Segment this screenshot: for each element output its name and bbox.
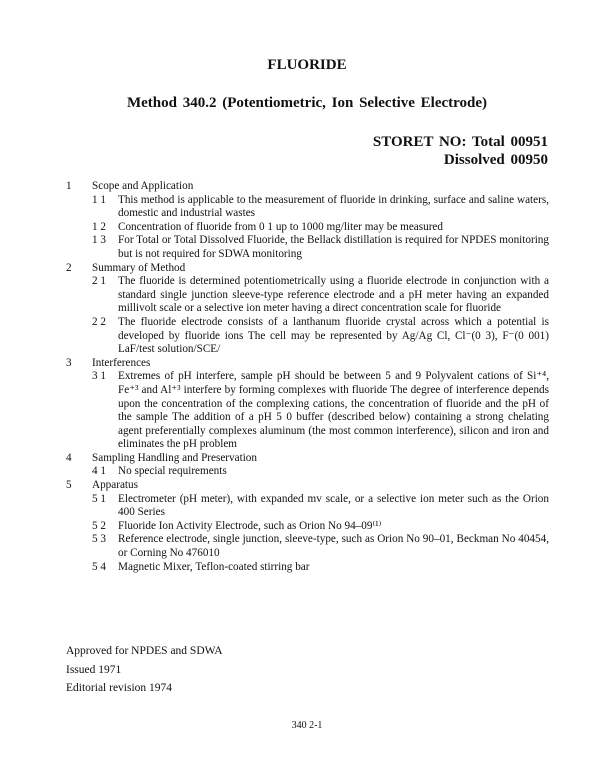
- section-heading: Interferences: [92, 356, 151, 369]
- section-heading: Sampling Handling and Preservation: [92, 451, 257, 464]
- item-number: 2 2: [92, 315, 106, 328]
- section-item: [92, 221, 549, 235]
- revision-text: Editorial revision 1974: [66, 682, 173, 694]
- section-item: [92, 275, 549, 316]
- item-number: 5 4: [92, 560, 106, 573]
- section-item: [92, 533, 549, 560]
- section-item: [92, 465, 549, 479]
- item-text: Electrometer (pH meter), with expanded mv scale, or a selective ion meter such as the Orion 400 Series: [118, 492, 549, 519]
- item-text: This method is applicable to the measurement of fluoride in drinking, surface and saline waters, domestic and industrial wastes: [118, 193, 549, 220]
- section-item: [92, 520, 549, 534]
- item-text: Reference electrode, single junction, sleeve-type, such as Orion No 90–01, Beckman No 40454, or Corning No 476010: [118, 533, 549, 560]
- item-number: 3 1: [92, 370, 106, 383]
- storet-dissolved: Dissolved 00950: [443, 152, 548, 168]
- item-number: 1 1: [92, 193, 106, 206]
- item-number: 2 1: [92, 275, 106, 288]
- item-text: No special requirements: [118, 465, 227, 478]
- section-item: [92, 234, 549, 261]
- item-text: Extremes of pH interfere, sample pH should be between 5 and 9 Polyvalent cations of Si⁺⁴, Fe⁺³ and Al⁺³ interfere by forming complexes with fluoride The degree of interference depends upon the concentration of the complexing cations, the concentration of fluoride and the pH of the sample The addition of a pH 5 0 buffer (described below) containing a strong chelating agent preferentially complexes aluminum (the most common interference), silicon and iron and eliminates the pH problem: [118, 370, 549, 451]
- item-number: 5 2: [92, 519, 106, 532]
- section-heading: Apparatus: [92, 479, 138, 492]
- approved-text: Approved for NPDES and SDWA: [66, 645, 223, 657]
- document-body: [66, 180, 549, 574]
- storet-numbers: [373, 133, 548, 169]
- item-text: The fluoride electrode consists of a lanthanum fluoride crystal across which a potential is developed by fluoride ions The cell may be represented by Ag/Ag Cl, Cl⁻(0 3), F⁻(0 001) LaF/test solution/SCE/: [118, 315, 549, 356]
- item-text: Magnetic Mixer, Teflon-coated stirring bar: [118, 560, 310, 573]
- document-title: FLUORIDE: [267, 57, 347, 73]
- method-title: Method 340.2 (Potentiometric, Ion Selective Electrode): [126, 95, 488, 111]
- approval-footer: [66, 642, 223, 698]
- page-number: 340 2-1: [291, 720, 323, 731]
- section: [66, 262, 549, 357]
- section-number: 4: [66, 451, 72, 464]
- item-text: Concentration of fluoride from 0 1 up to 1000 mg/liter may be measured: [118, 220, 443, 233]
- item-number: 4 1: [92, 465, 106, 478]
- section-heading: Scope and Application: [92, 180, 194, 192]
- storet-total: STORET NO: Total 00951: [372, 134, 548, 150]
- section: [66, 479, 549, 574]
- section-item: [92, 370, 549, 452]
- section: [66, 180, 549, 262]
- section-heading: Summary of Method: [92, 261, 186, 274]
- item-number: 5 1: [92, 492, 106, 505]
- section-item: [92, 316, 549, 357]
- section-number: 1: [66, 180, 72, 192]
- section-number: 5: [66, 479, 72, 492]
- section: [66, 357, 549, 452]
- section-number: 3: [66, 356, 72, 369]
- section: [66, 452, 549, 479]
- section-item: [92, 561, 549, 575]
- section-number: 2: [66, 261, 72, 274]
- section-item: [92, 493, 549, 520]
- item-number: 1 3: [92, 234, 106, 247]
- item-text: The fluoride is determined potentiometrically using a fluoride electrode in conjunction with a standard single junction sleeve-type reference electrode and a pH meter having an expanded millivolt scale or a selective ion meter having a direct concentration scale for fluoride: [118, 275, 549, 315]
- item-number: 5 3: [92, 533, 106, 546]
- issued-text: Issued 1971: [66, 663, 122, 676]
- item-number: 1 2: [92, 220, 106, 233]
- item-text: For Total or Total Dissolved Fluoride, the Bellack distillation is required for NPDES monitoring but is not required for SDWA monitoring: [118, 234, 549, 260]
- section-item: [92, 194, 549, 221]
- item-text: Fluoride Ion Activity Electrode, such as Orion No 94–09⁽¹⁾: [118, 519, 382, 532]
